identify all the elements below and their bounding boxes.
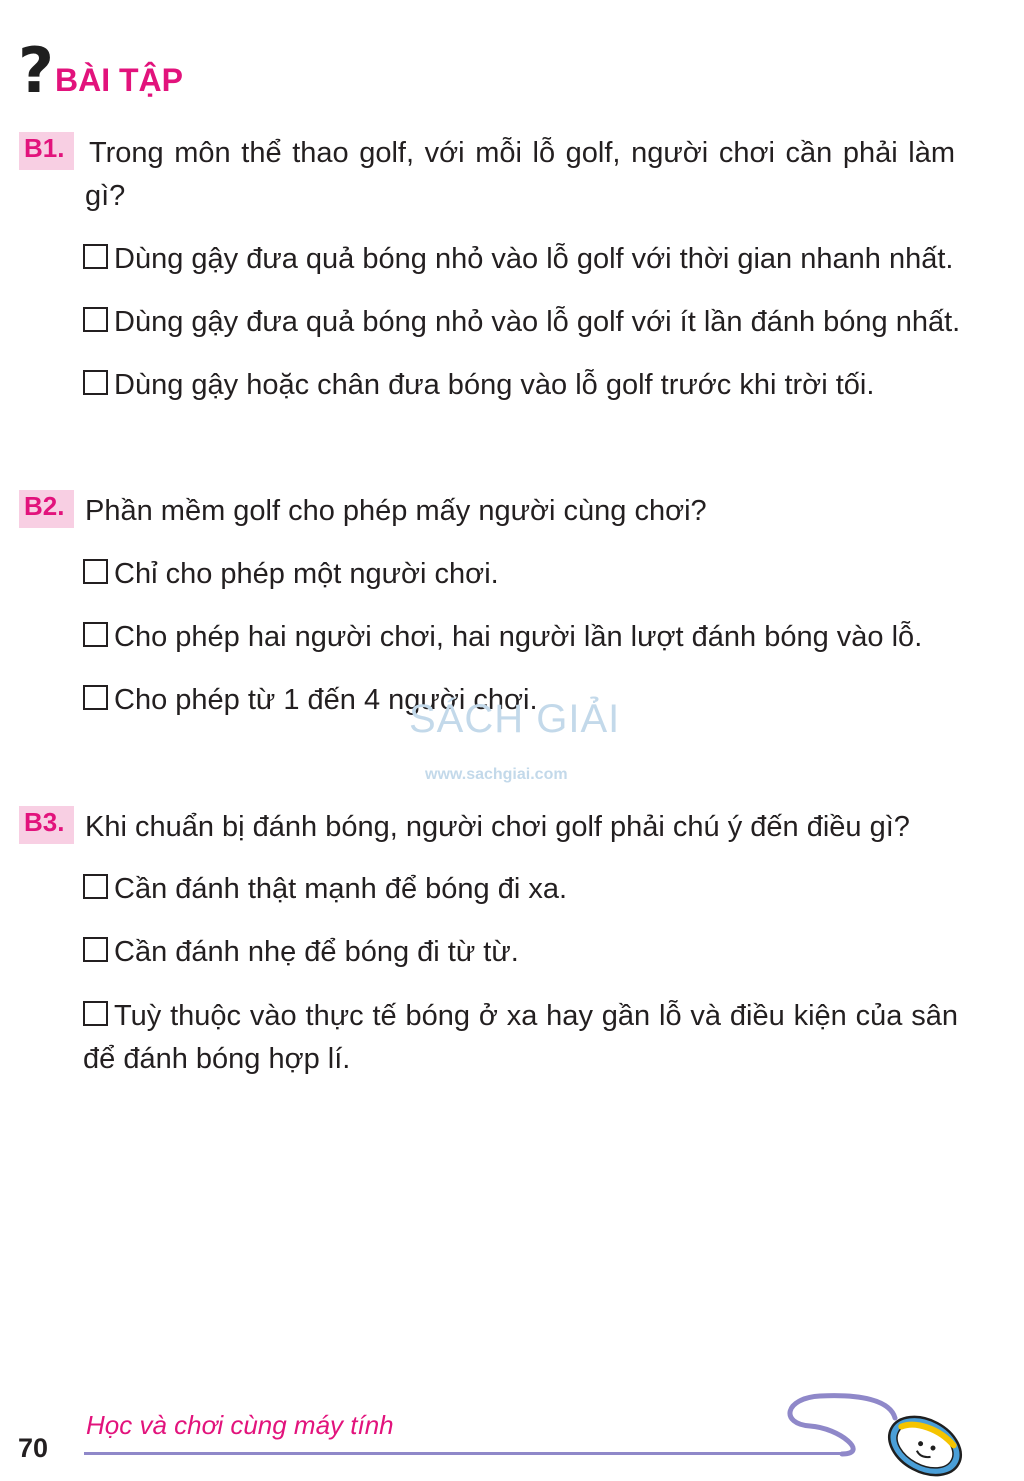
answer-option — [83, 871, 958, 907]
answer-option — [83, 619, 958, 655]
answer-option — [83, 367, 958, 403]
checkbox-icon[interactable] — [83, 370, 108, 395]
option-label: Cho phép hai người chơi, hai người lần lượt đánh bóng vào lỗ. — [114, 621, 923, 653]
watermark-url: www.sachgiai.com — [425, 766, 568, 783]
option-label: Cần đánh nhẹ để bóng đi từ từ. — [114, 936, 519, 968]
computer-mouse-icon — [770, 1388, 970, 1478]
checkbox-icon[interactable] — [83, 622, 108, 647]
option-label: Chỉ cho phép một người chơi. — [114, 558, 499, 590]
question-number-tag: B1. — [19, 132, 74, 170]
question-mark-icon: ? — [18, 34, 54, 107]
answer-option — [83, 556, 958, 592]
checkbox-icon[interactable] — [83, 307, 108, 332]
question-number-tag: B2. — [19, 490, 74, 528]
answer-option — [83, 304, 961, 340]
option-label: Dùng gậy đưa quả bóng nhỏ vào lỗ golf với ít lần đánh bóng nhất. — [114, 306, 961, 338]
checkbox-icon[interactable] — [83, 244, 108, 269]
answer-option — [83, 995, 958, 1081]
section-title: BÀI TẬP — [55, 62, 183, 98]
page-number: 70 — [18, 1433, 49, 1463]
question-text: Khi chuẩn bị đánh bóng, người chơi golf phải chú ý đến điều gì? — [85, 811, 910, 843]
option-label: Dùng gậy hoặc chân đưa bóng vào lỗ golf trước khi trời tối. — [114, 369, 875, 401]
checkbox-icon[interactable] — [83, 937, 108, 962]
option-label: Cần đánh thật mạnh để bóng đi xa. — [114, 873, 568, 905]
option-label: Tuỳ thuộc vào thực tế bóng ở xa hay gần lỗ và điều kiện của sân để đánh bóng hợp lí. — [83, 1000, 958, 1075]
answer-option — [83, 241, 958, 277]
answer-option — [83, 682, 958, 718]
question-number-tag: B3. — [19, 806, 74, 844]
checkbox-icon[interactable] — [83, 685, 108, 710]
answer-option — [83, 934, 958, 970]
option-label: Dùng gậy đưa quả bóng nhỏ vào lỗ golf với thời gian nhanh nhất. — [114, 243, 954, 275]
book-title: Học và chơi cùng máy tính — [86, 1410, 394, 1440]
option-label: Cho phép từ 1 đến 4 người chơi. — [114, 684, 538, 716]
question-text: Trong môn thể thao golf, với mỗi lỗ golf, người chơi cần phải làm gì? — [85, 137, 955, 212]
checkbox-icon[interactable] — [83, 1001, 108, 1026]
checkbox-icon[interactable] — [83, 559, 108, 584]
question-text: Phần mềm golf cho phép mấy người cùng chơi? — [85, 495, 707, 527]
watermark-logo: SÁCH GIẢI — [409, 697, 621, 741]
checkbox-icon[interactable] — [83, 874, 108, 899]
footer-divider — [84, 1452, 844, 1455]
